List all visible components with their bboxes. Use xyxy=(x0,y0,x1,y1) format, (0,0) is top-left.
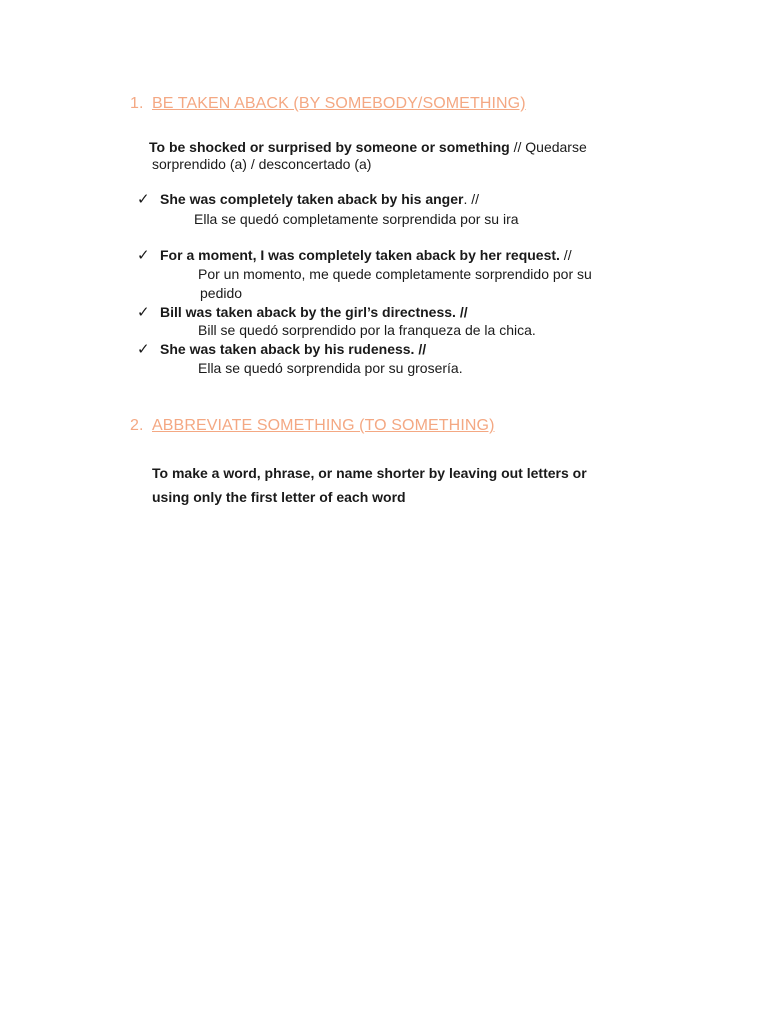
definition-english: To be shocked or surprised by someone or something xyxy=(149,139,510,155)
check-icon: ✓ xyxy=(137,247,150,264)
example-1-english-text: She was completely taken aback by his anger xyxy=(160,191,464,207)
example-4-english-text: She was taken aback by his rudeness. // xyxy=(160,341,427,357)
section-2-number: 2. xyxy=(130,417,144,434)
example-4-spanish: Ella se quedó sorprendida por su grosería. xyxy=(198,360,463,376)
section-1-title: BE TAKEN ABACK (BY SOMEBODY/SOMETHING) xyxy=(152,95,526,112)
example-1-spanish: Ella se quedó completamente sorprendida por su ira xyxy=(194,211,519,227)
check-icon: ✓ xyxy=(137,304,150,321)
example-2-english xyxy=(160,247,572,264)
definition-separator: // Quedarse xyxy=(509,139,587,155)
example-2-spanish-line-2: pedido xyxy=(200,285,243,301)
example-3-english xyxy=(160,304,468,321)
example-2-english-text: For a moment, I was completely taken aback by her request. xyxy=(160,247,560,263)
section-2-heading xyxy=(130,417,495,435)
section-2-definition-line-1: To make a word, phrase, or name shorter by leaving out letters or xyxy=(152,465,587,481)
example-1-separator: . // xyxy=(463,191,480,207)
check-icon: ✓ xyxy=(137,191,150,208)
example-2-spanish-line-1: Por un momento, me quede completamente sorprendido por su xyxy=(198,266,592,282)
definition-spanish: sorprendido (a) / desconcertado (a) xyxy=(152,156,372,172)
example-3-english-text: Bill was taken aback by the girl’s directness. // xyxy=(160,304,468,320)
example-4-english xyxy=(160,341,426,358)
example-2-separator: // xyxy=(559,247,572,263)
example-3-spanish: Bill se quedó sorprendido por la franqueza de la chica. xyxy=(198,322,536,338)
section-1-definition xyxy=(149,139,587,156)
section-1-heading xyxy=(130,95,526,113)
section-2-title: ABBREVIATE SOMETHING (TO SOMETHING) xyxy=(152,417,495,434)
check-icon: ✓ xyxy=(137,341,150,358)
section-1-number: 1. xyxy=(130,95,144,112)
example-1-english xyxy=(160,191,479,208)
section-2-definition-line-2: using only the first letter of each word xyxy=(152,489,406,505)
